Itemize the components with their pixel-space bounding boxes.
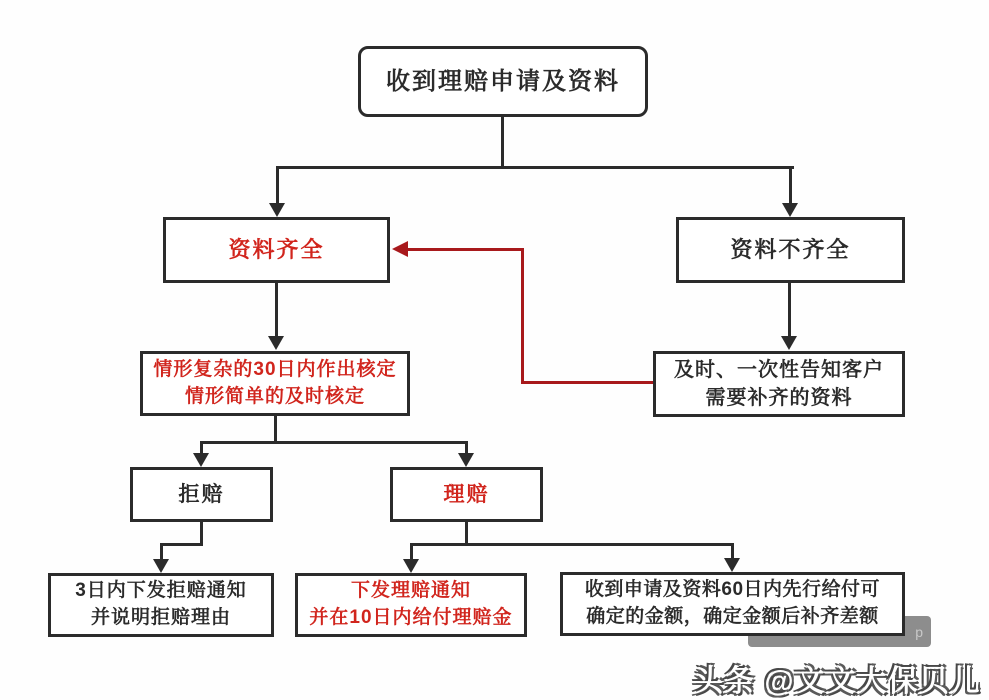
node-label-line1: 3日内下发拒赔通知 (75, 580, 247, 602)
connector-reject-elbow (160, 543, 203, 546)
node-label-line2: 确定的金额，确定金额后补齐差额 (586, 606, 879, 627)
arrowhead-to-complete-icon (269, 203, 285, 217)
node-label: 资料齐全 (228, 236, 325, 262)
arrowhead-to-reject-icon (193, 453, 209, 467)
node-label-line1: 下发理赔通知 (350, 580, 471, 602)
node-label: 拒赔 (178, 482, 225, 506)
node-advance-payment (560, 572, 905, 636)
node-label-line2: 需要补齐的资料 (705, 387, 853, 409)
node-label: 资料不齐全 (730, 236, 851, 262)
node-reject-claim (130, 467, 273, 522)
red-connector-notify-out (521, 381, 653, 384)
connector-assess-stem (274, 416, 277, 444)
connector-claim-branch (410, 543, 734, 546)
node-notify-missing-materials (653, 351, 905, 417)
node-receive-claim-application (358, 46, 648, 117)
connector-to-complete (276, 166, 279, 204)
node-materials-complete (163, 217, 390, 283)
connector-start-stem (501, 117, 504, 168)
arrowhead-to-reject-notice-icon (153, 559, 169, 573)
connector-to-claim-notice (410, 543, 413, 560)
red-connector-to-complete (406, 248, 524, 251)
connector-to-incomplete (789, 166, 792, 204)
connector-incomplete-to-notify (788, 283, 791, 337)
node-reject-notice (48, 573, 274, 637)
node-label-line1: 及时、一次性告知客户 (674, 359, 884, 381)
node-claim-payment-notice (295, 573, 527, 637)
node-label-line1: 收到申请及资料60日内先行给付可 (584, 579, 881, 601)
arrowhead-to-advance-icon (724, 558, 740, 572)
arrowhead-to-incomplete-icon (782, 203, 798, 217)
node-label-line2: 情形简单的及时核定 (184, 385, 365, 407)
node-label: 收到理赔申请及资料 (386, 67, 620, 95)
connector-to-reject-notice (160, 543, 163, 560)
arrowhead-to-claim-notice-icon (403, 559, 419, 573)
red-arrowhead-to-complete-icon (392, 241, 408, 257)
arrowhead-to-claim-icon (458, 453, 474, 467)
arrowhead-to-assess-icon (268, 336, 284, 350)
node-assessment-deadline (140, 351, 410, 416)
red-connector-riser (521, 248, 524, 384)
node-label: 理赔 (443, 482, 490, 506)
node-materials-incomplete (676, 217, 905, 283)
connector-top-branch (276, 166, 794, 169)
connector-complete-to-assess (275, 283, 278, 337)
node-label-line1: 情形复杂的30日内作出核定 (153, 358, 397, 380)
node-approve-claim (390, 467, 543, 522)
node-label-line2: 并说明拒赔理由 (90, 607, 231, 628)
watermark-author: 头条 @文文大保贝儿 (693, 665, 981, 698)
arrowhead-to-notify-icon (781, 336, 797, 350)
connector-assess-branch (200, 441, 467, 444)
node-label-line2: 并在10日内给付理赔金 (309, 607, 513, 628)
connector-to-advance (731, 543, 734, 559)
watermark-badge-text: p (915, 623, 923, 640)
